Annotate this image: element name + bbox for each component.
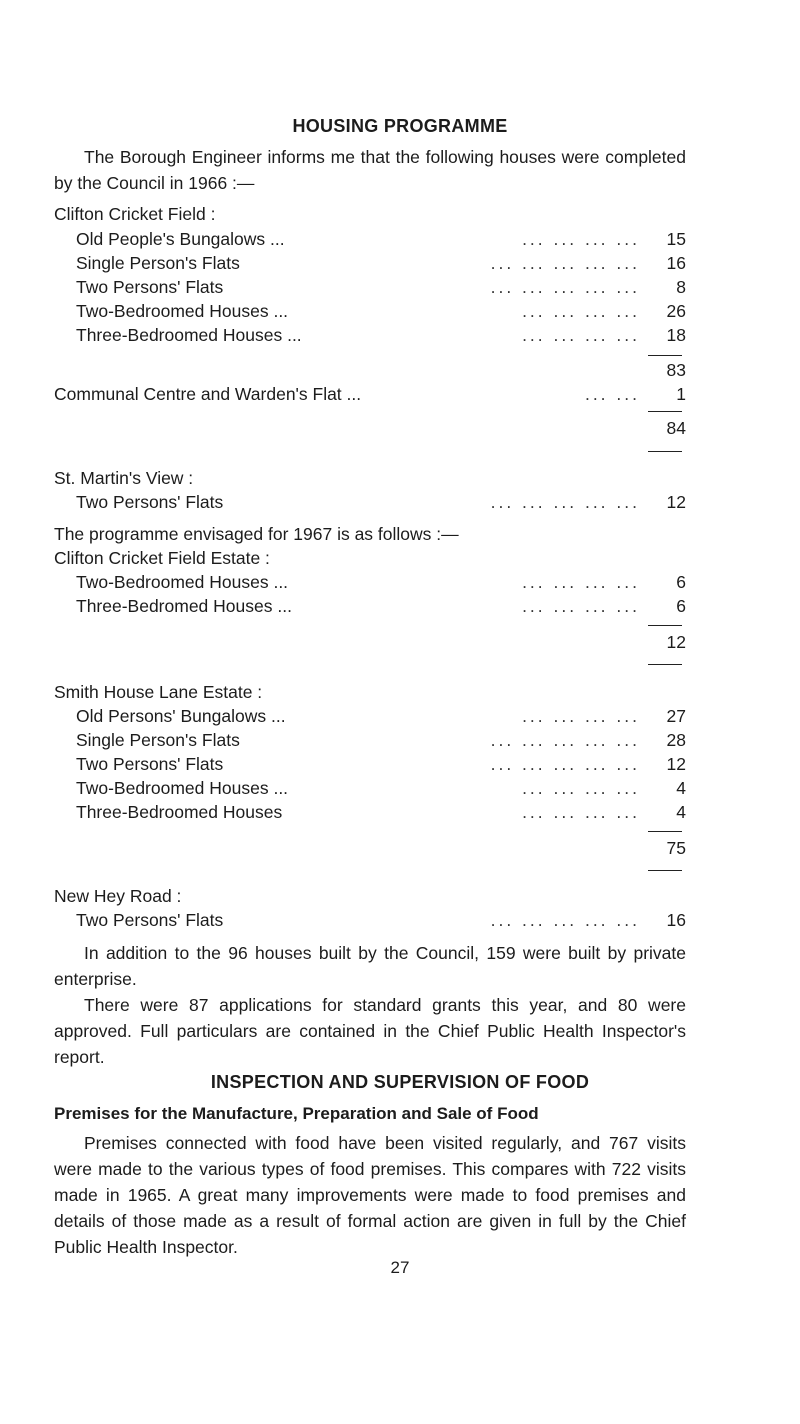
row-value: 27 xyxy=(666,706,686,726)
leader-dots: ... ... ... ... xyxy=(522,802,640,822)
table-row xyxy=(76,325,686,349)
table-row xyxy=(76,730,686,754)
clifton-estate-title: Clifton Cricket Field Estate : xyxy=(54,548,270,568)
row-value: 4 xyxy=(676,778,686,798)
leader-dots: ... ... ... ... xyxy=(522,301,640,321)
leader-dots: ... ... xyxy=(584,384,640,404)
table-row xyxy=(76,301,686,325)
leader-dots: ... ... ... ... ... xyxy=(490,253,640,273)
row-label: Two-Bedroomed Houses ... xyxy=(76,778,289,798)
subtotal-value: 83 xyxy=(666,360,686,380)
sum-rule xyxy=(648,831,682,832)
row-label: Two-Bedroomed Houses ... xyxy=(76,572,289,592)
table-row xyxy=(76,910,686,934)
smith-title: Smith House Lane Estate : xyxy=(54,682,263,702)
leader-dots: ... ... ... ... xyxy=(522,778,640,798)
newhey-title: New Hey Road : xyxy=(54,886,182,906)
row-label: Single Person's Flats xyxy=(76,730,240,750)
row-value: 15 xyxy=(666,229,686,249)
sum-rule xyxy=(648,411,682,412)
sum-rule xyxy=(648,664,682,665)
leader-dots: ... ... ... ... ... xyxy=(490,910,640,930)
leader-dots: ... ... ... ... xyxy=(522,596,640,616)
row-value: 12 xyxy=(666,754,686,774)
martins-title: St. Martin's View : xyxy=(54,468,194,488)
total-value: 12 xyxy=(666,632,686,652)
row-label: Communal Centre and Warden's Flat ... xyxy=(54,384,362,404)
row-value: 16 xyxy=(666,910,686,930)
programme-paragraph: The programme envisaged for 1967 is as follows :— xyxy=(54,524,459,544)
sum-rule xyxy=(648,451,682,452)
row-label: Two-Bedroomed Houses ... xyxy=(76,301,289,321)
private-enterprise-paragraph: In addition to the 96 houses built by the Council, 159 were built by private enterprise. xyxy=(54,943,686,989)
row-label: Three-Bedromed Houses ... xyxy=(76,596,292,616)
leader-dots: ... ... ... ... xyxy=(522,572,640,592)
row-value: 6 xyxy=(676,572,686,592)
row-value: 16 xyxy=(666,253,686,273)
table-row xyxy=(76,778,686,802)
row-value: 4 xyxy=(676,802,686,822)
leader-dots: ... ... ... ... xyxy=(522,325,640,345)
row-label: Old People's Bungalows ... xyxy=(76,229,285,249)
leader-dots: ... ... ... ... ... xyxy=(490,730,640,750)
table-row xyxy=(76,754,686,778)
table-row xyxy=(76,572,686,596)
table-row xyxy=(54,384,686,408)
row-label: Two Persons' Flats xyxy=(76,910,224,930)
table-row xyxy=(76,277,686,301)
sum-rule xyxy=(648,625,682,626)
row-label: Single Person's Flats xyxy=(76,253,240,273)
intro-paragraph: The Borough Engineer informs me that the following houses were completed by the Council in 1966 :— xyxy=(54,147,686,193)
table-row xyxy=(76,596,686,620)
table-row xyxy=(76,229,686,253)
row-value: 1 xyxy=(676,384,686,404)
leader-dots: ... ... ... ... ... xyxy=(490,754,640,774)
section-heading: INSPECTION AND SUPERVISION OF FOOD xyxy=(210,1072,590,1092)
row-label: Two Persons' Flats xyxy=(76,754,224,774)
total-value: 75 xyxy=(666,838,686,858)
food-paragraph: Premises connected with food have been visited regularly, and 767 visits were made to the various types of food premises. This compares with 722 visits made in 1965. A great many improvements were made to food premises and details of those made as a result of formal action are given in full by the Chief Public Health Inspector. xyxy=(54,1133,686,1257)
page-heading: HOUSING PROGRAMME xyxy=(292,116,508,136)
clifton-title: Clifton Cricket Field : xyxy=(54,204,216,224)
row-label: Two Persons' Flats xyxy=(76,492,224,512)
row-label: Three-Bedroomed Houses ... xyxy=(76,325,302,345)
row-label: Two Persons' Flats xyxy=(76,277,224,297)
table-row xyxy=(76,253,686,277)
leader-dots: ... ... ... ... ... xyxy=(490,277,640,297)
table-row xyxy=(76,802,686,826)
sum-rule xyxy=(648,870,682,871)
row-label: Old Persons' Bungalows ... xyxy=(76,706,286,726)
leader-dots: ... ... ... ... xyxy=(522,706,640,726)
subsection-heading: Premises for the Manufacture, Preparation and Sale of Food xyxy=(54,1104,539,1123)
page-number: 27 xyxy=(390,1258,410,1277)
row-value: 12 xyxy=(666,492,686,512)
leader-dots: ... ... ... ... xyxy=(522,229,640,249)
table-row xyxy=(76,492,686,516)
row-value: 26 xyxy=(666,301,686,321)
sum-rule xyxy=(648,355,682,356)
row-label: Three-Bedroomed Houses xyxy=(76,802,283,822)
grants-paragraph: There were 87 applications for standard grants this year, and 80 were approved. Full particulars are contained in the Chief Public Health Inspector's report. xyxy=(54,995,686,1067)
row-value: 28 xyxy=(666,730,686,750)
row-value: 8 xyxy=(676,277,686,297)
table-row xyxy=(76,706,686,730)
row-value: 18 xyxy=(666,325,686,345)
total-value: 84 xyxy=(666,418,686,438)
row-value: 6 xyxy=(676,596,686,616)
leader-dots: ... ... ... ... ... xyxy=(490,492,640,512)
